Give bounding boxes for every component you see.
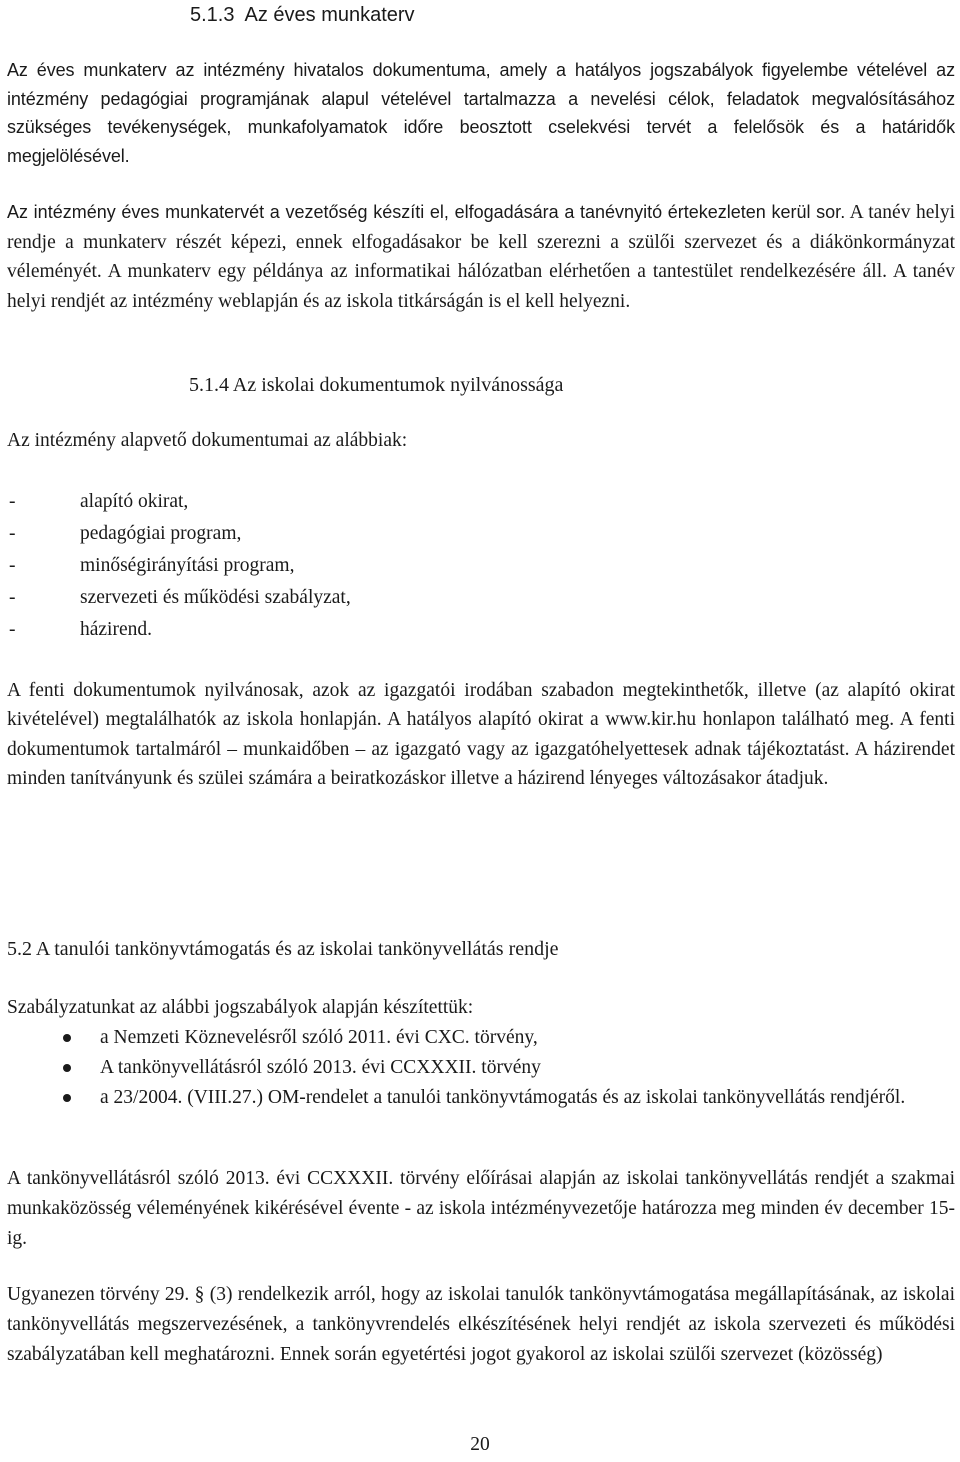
section-514-intro: Az intézmény alapvető dokumentumai az alábbiak: [7, 430, 408, 451]
dash-marker: - [9, 587, 16, 608]
section-52-intro: Szabályzatunkat az alábbi jogszabályok alapján készítettük: [7, 997, 474, 1018]
dash-marker: - [9, 491, 16, 512]
document-list [9, 486, 909, 646]
list-item: A tankönyvellátásról szóló 2013. évi CCXXXII. törvény [7, 1053, 955, 1082]
bullet-icon [63, 1064, 71, 1072]
section-52-paragraph-1: A tankönyvellátásról szóló 2013. évi CCXXXII. törvény előírásai alapján az iskolai tankönyvellátás rendjét a szakmai munkaközösség véleményének kikérésével évente - az iskola intézményvezetője határozza meg minden év december 15-ig. [7, 1168, 955, 1249]
list-item: - alapító okirat, [9, 486, 909, 518]
section-52-heading: 5.2 A tanulói tankönyvtámogatás és az iskolai tankönyvellátás rendje [7, 938, 559, 960]
list-item: - szervezeti és működési szabályzat, [9, 582, 909, 614]
bullet-icon [63, 1094, 71, 1102]
page-number: 20 [470, 1434, 490, 1455]
section-513-paragraph-2 [7, 198, 955, 317]
dash-marker: - [9, 555, 16, 576]
list-item: - házirend. [9, 614, 909, 646]
dash-marker: - [9, 523, 16, 544]
list-item: a Nemzeti Köznevelésről szóló 2011. évi CXC. törvény, [7, 1023, 955, 1052]
section-52-paragraph-2: Ugyanezen törvény 29. § (3) rendelkezik arról, hogy az iskolai tanulók tankönyvtámogatása megállapításának, az iskolai tankönyvellátás megszervezésének, a tankönyvrendelés elkészítésének helyi rendjét az iskola szervezeti és működési szabályzatában kell meghatározni. Ennek során egyetértési jogot gyakorol az iskolai szülői szervezet (közösség) [7, 1284, 955, 1365]
section-514-heading: 5.1.4 Az iskolai dokumentumok nyilvánossága [189, 374, 564, 396]
dash-marker: - [9, 619, 16, 640]
bullet-icon [63, 1034, 71, 1042]
section-514-paragraph: A fenti dokumentumok nyilvánosak, azok az igazgatói irodában szabadon megtekinthetők, illetve (az alapító okirat kivételével) megtalálhatók az iskola honlapján. A hatályos alapító okirat a www.kir.hu honlapon található meg. A fenti dokumentumok tartalmáról – munkaidőben – az igazgató vagy az igazgatóhelyettesek adnak tájékoztatást. A házirendet minden tanítványunk és szülei számára a beiratkozáskor illetve a házirend lényeges változásakor átadjuk. [7, 680, 955, 789]
list-item: a 23/2004. (VIII.27.) OM-rendelet a tanulói tankönyvtámogatás és az iskolai tankönyvellátás rendjéről. [7, 1083, 955, 1112]
section-513-paragraph-2-serif: A tanév helyi rendje a munkaterv részét képezi, ennek elfogadásakor be kell szerezni a szülői szervezet és a diákönkormányzat véleményét. A munkaterv egy példánya az informatikai hálózatban elérhetően a tantestület rendelkezésére áll. A tanév helyi rendjét az intézmény weblapján és az iskola titkárságán is el kell helyezni. [7, 202, 955, 312]
list-item: - minőségirányítási program, [9, 550, 909, 582]
legislation-list [7, 1023, 955, 1112]
list-item: - pedagógiai program, [9, 518, 909, 550]
section-513-paragraph-1: Az éves munkaterv az intézmény hivatalos dokumentuma, amely a hatályos jogszabályok figyelembe vételével az intézmény pedagógiai programjának alapul vételével tartalmazza a nevelési célok, feladatok megvalósításához szükséges tevékenységek, munkafolyamatok időre beosztott cselekvési tervét a felelősök és a határidők megjelölésével. [7, 60, 955, 166]
section-513-paragraph-2-sans: Az intézmény éves munkatervét a vezetőség készíti el, elfogadására a tanévnyitó értekezleten kerül sor. [7, 202, 846, 222]
section-513-heading: 5.1.3 Az éves munkaterv [190, 4, 415, 26]
